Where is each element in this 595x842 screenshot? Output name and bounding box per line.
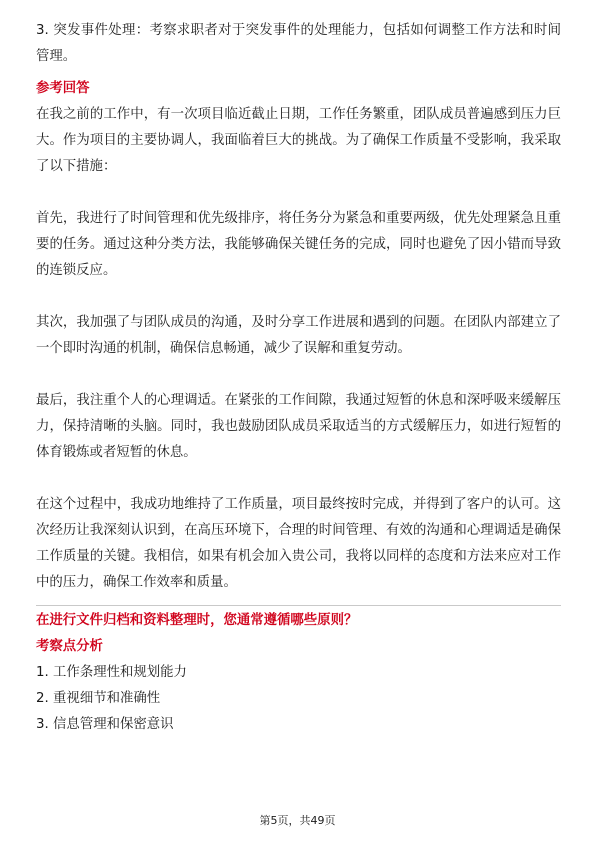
page-content (36, 18, 561, 738)
answer-paragraph-1: 在我之前的工作中，有一次项目临近截止日期，工作任务繁重，团队成员普遍感到压力巨大。作为项目的主要协调人，我面临着巨大的挑战。为了确保工作质量不受影响，我采取了以下措施： (36, 107, 561, 174)
section-divider (36, 605, 561, 606)
analysis-heading: 考察点分析 (36, 639, 103, 654)
question-heading: 在进行文件归档和资料整理时，您通常遵循哪些原则？ (36, 613, 358, 628)
paragraph-spacer (36, 180, 561, 206)
analysis-item-3: 3. 信息管理和保密意识 (36, 717, 174, 732)
answer-heading: 参考回答 (36, 81, 90, 96)
paragraph-spacer (36, 466, 561, 492)
analysis-item-1: 1. 工作条理性和规划能力 (36, 665, 187, 680)
analysis-item-2: 2. 重视细节和准确性 (36, 691, 161, 706)
answer-paragraph-5: 在这个过程中，我成功地维持了工作质量，项目最终按时完成，并得到了客户的认可。这次经历让我深刻认识到，在高压环境下，合理的时间管理、有效的沟通和心理调适是确保工作质量的关键。我相信，如果有机会加入贵公司，我将以同样的态度和方法来应对工作中的压力，确保工作效率和质量。 (36, 497, 561, 590)
answer-paragraph-3: 其次，我加强了与团队成员的沟通，及时分享工作进展和遇到的问题。在团队内部建立了一个即时沟通的机制，确保信息畅通，减少了误解和重复劳动。 (36, 315, 561, 356)
paragraph-spacer (36, 362, 561, 388)
answer-paragraph-2: 首先，我进行了时间管理和优先级排序，将任务分为紧急和重要两级，优先处理紧急且重要的任务。通过这种分类方法，我能够确保关键任务的完成，同时也避免了因小错而导致的连锁反应。 (36, 211, 561, 278)
section-intro: 3. 突发事件处理：考察求职者对于突发事件的处理能力，包括如何调整工作方法和时间管理。 (36, 23, 561, 64)
answer-paragraph-4: 最后，我注重个人的心理调适。在紧张的工作间隙，我通过短暂的休息和深呼吸来缓解压力，保持清晰的头脑。同时，我也鼓励团队成员采取适当的方式缓解压力，如进行短暂的体育锻炼或者短暂的休息。 (36, 393, 561, 460)
paragraph-spacer (36, 284, 561, 310)
page-number: 第5页，共49页 (259, 814, 336, 827)
